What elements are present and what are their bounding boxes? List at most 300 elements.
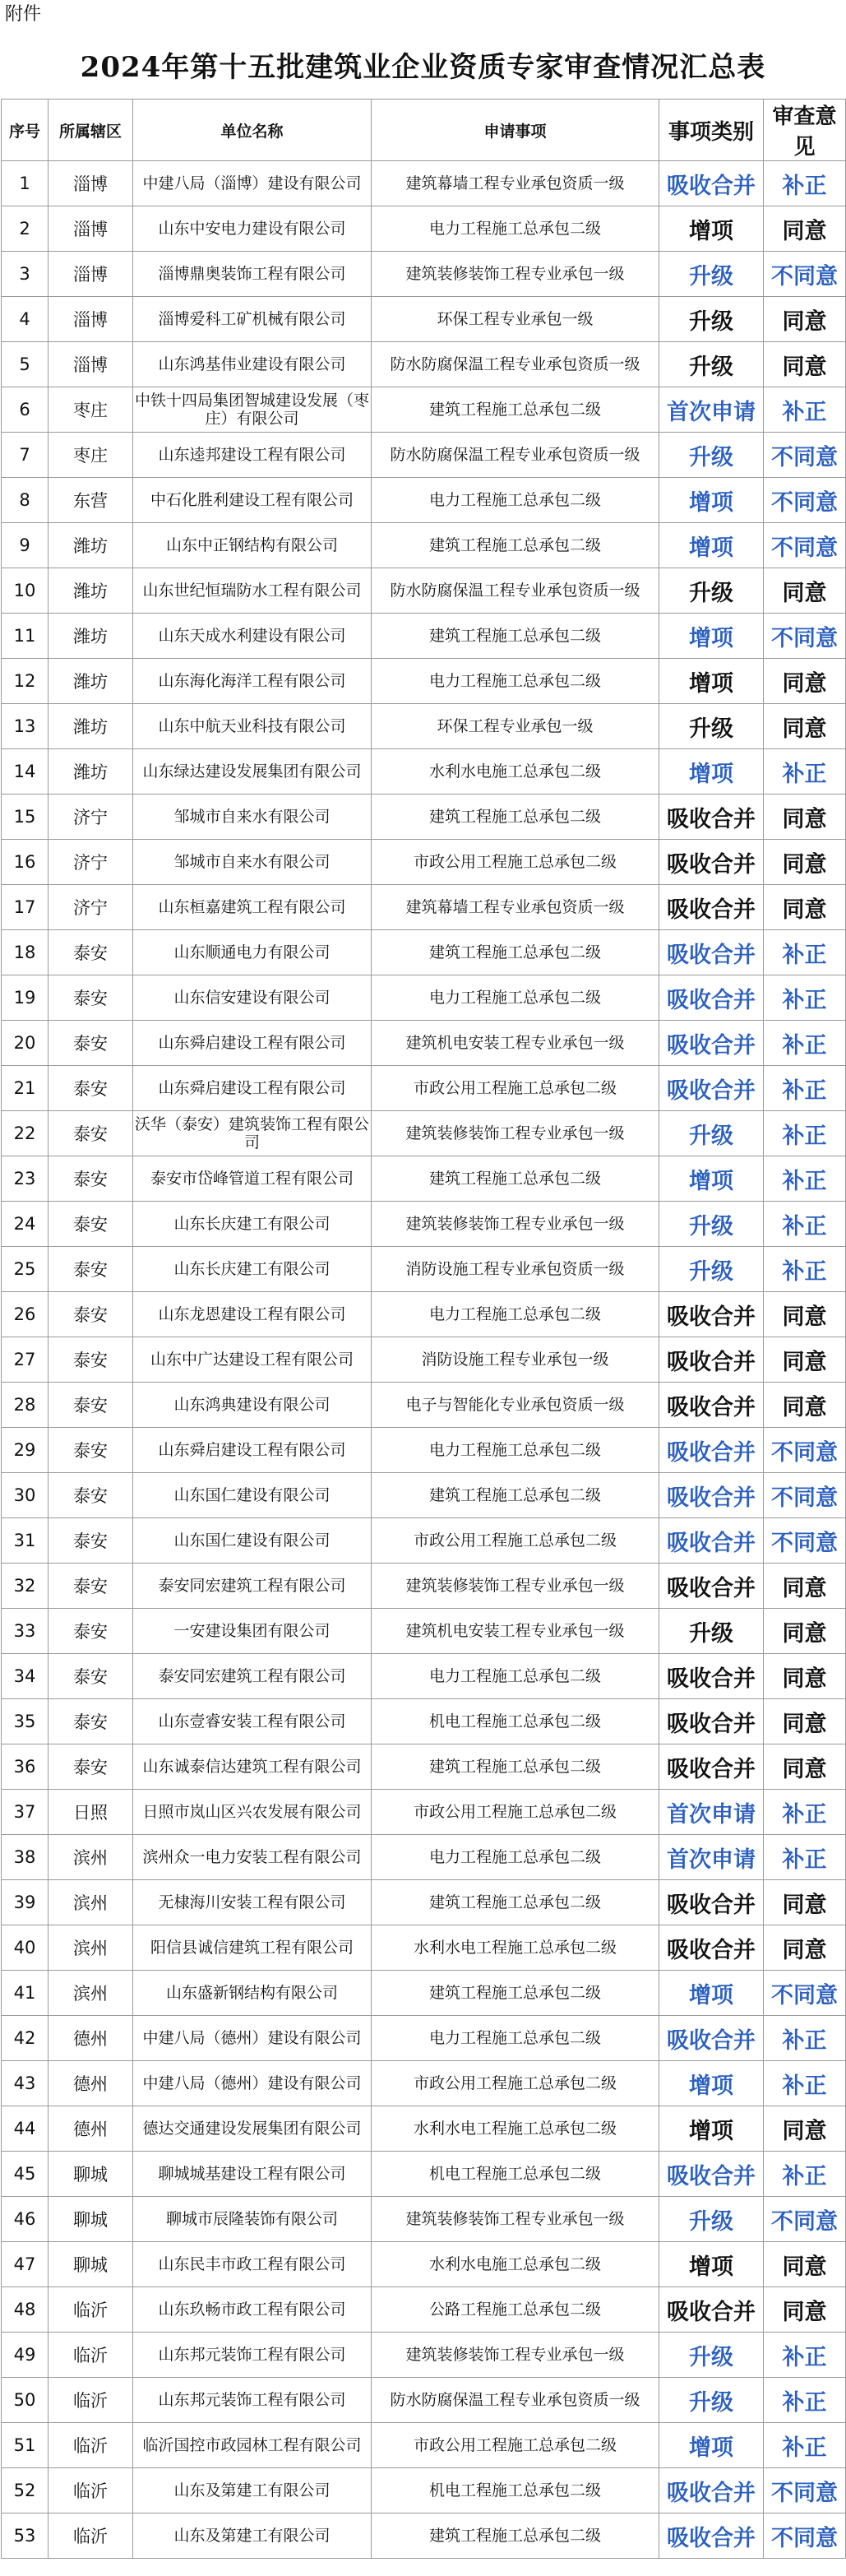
- table-row: [2, 1925, 846, 1971]
- table-row: [2, 1247, 846, 1292]
- unit-name-cell: 日照市岚山区兴农发展有限公司: [133, 1790, 372, 1835]
- request-item-cell: 水利水电施工总承包二级: [372, 2242, 659, 2287]
- request-item-cell: 电子与智能化专业承包资质一级: [372, 1383, 659, 1428]
- district-cell: 潍坊: [49, 749, 133, 795]
- request-item-cell: 电力工程施工总承包二级: [372, 206, 659, 252]
- district-cell: 滨州: [49, 1925, 133, 1971]
- request-item-cell: 建筑工程施工总承包二级: [372, 614, 659, 659]
- district-cell: 东营: [49, 478, 133, 523]
- table-row: [2, 2242, 846, 2287]
- request-item-cell: 防水防腐保温工程专业承包资质一级: [372, 342, 659, 387]
- serial-no-cell: 1: [2, 161, 49, 206]
- table-row: [2, 2152, 846, 2197]
- unit-name-cell: 山东盛新钢结构有限公司: [133, 1971, 372, 2016]
- unit-name-cell: 一安建设集团有限公司: [133, 1609, 372, 1654]
- table-row: [2, 2197, 846, 2242]
- item-category-cell: 吸收合并: [659, 2468, 764, 2513]
- item-category-cell: 首次申请: [659, 387, 764, 433]
- table-row: [2, 975, 846, 1021]
- table-row: [2, 1609, 846, 1654]
- table-row: [2, 2378, 846, 2423]
- unit-name-cell: 山东顺通电力有限公司: [133, 930, 372, 975]
- table-row: [2, 206, 846, 252]
- district-cell: 枣庄: [49, 433, 133, 478]
- item-category-cell: 吸收合并: [659, 885, 764, 930]
- table-row: [2, 1699, 846, 1744]
- review-opinion-cell: 同意: [764, 2242, 846, 2287]
- district-cell: 济宁: [49, 840, 133, 885]
- unit-name-cell: 中建八局（德州）建设有限公司: [133, 2061, 372, 2106]
- serial-no-cell: 41: [2, 1971, 49, 2016]
- district-cell: 泰安: [49, 1337, 133, 1383]
- serial-no-cell: 24: [2, 1202, 49, 1247]
- serial-no-cell: 7: [2, 433, 49, 478]
- request-item-cell: 电力工程施工总承包二级: [372, 1654, 659, 1699]
- request-item-cell: 建筑工程施工总承包二级: [372, 2513, 659, 2559]
- district-cell: 潍坊: [49, 704, 133, 749]
- item-category-cell: 吸收合并: [659, 1699, 764, 1744]
- request-item-cell: 水利水电工程施工总承包二级: [372, 2106, 659, 2152]
- request-item-cell: 市政公用工程施工总承包二级: [372, 2423, 659, 2468]
- district-cell: 济宁: [49, 885, 133, 930]
- review-opinion-cell: 补正: [764, 975, 846, 1021]
- review-opinion-cell: 补正: [764, 1156, 846, 1202]
- unit-name-cell: 山东世纪恒瑞防水工程有限公司: [133, 568, 372, 614]
- district-cell: 德州: [49, 2016, 133, 2061]
- table-row: [2, 2287, 846, 2333]
- review-opinion-cell: 补正: [764, 749, 846, 795]
- unit-name-cell: 山东鸿典建设有限公司: [133, 1383, 372, 1428]
- item-category-cell: 增项: [659, 1156, 764, 1202]
- table-row: [2, 1383, 846, 1428]
- review-opinion-cell: 不同意: [764, 1971, 846, 2016]
- item-category-cell: 吸收合并: [659, 1880, 764, 1925]
- table-row: [2, 1473, 846, 1518]
- unit-name-cell: 山东及第建工有限公司: [133, 2468, 372, 2513]
- unit-name-cell: 聊城市辰隆装饰有限公司: [133, 2197, 372, 2242]
- serial-no-cell: 6: [2, 387, 49, 433]
- serial-no-cell: 27: [2, 1337, 49, 1383]
- review-opinion-cell: 补正: [764, 930, 846, 975]
- item-category-cell: 吸收合并: [659, 1337, 764, 1383]
- serial-no-cell: 9: [2, 523, 49, 568]
- serial-no-cell: 19: [2, 975, 49, 1021]
- unit-name-cell: 山东舜启建设工程有限公司: [133, 1428, 372, 1473]
- serial-no-cell: 45: [2, 2152, 49, 2197]
- item-category-cell: 吸收合并: [659, 1744, 764, 1790]
- table-row: [2, 659, 846, 704]
- district-cell: 淄博: [49, 252, 133, 297]
- table-row: [2, 1156, 846, 1202]
- table-row: [2, 1835, 846, 1880]
- item-category-cell: 升级: [659, 568, 764, 614]
- request-item-cell: 公路工程施工总承包二级: [372, 2287, 659, 2333]
- review-opinion-cell: 同意: [764, 342, 846, 387]
- unit-name-cell: 沃华（泰安）建筑装饰工程有限公司: [133, 1111, 372, 1156]
- table-row: [2, 478, 846, 523]
- unit-name-cell: 山东长庆建工有限公司: [133, 1247, 372, 1292]
- serial-no-cell: 50: [2, 2378, 49, 2423]
- unit-name-cell: 山东绿达建设发展集团有限公司: [133, 749, 372, 795]
- unit-name-cell: 德达交通建设发展集团有限公司: [133, 2106, 372, 2152]
- request-item-cell: 建筑工程施工总承包二级: [372, 1971, 659, 2016]
- table-row: [2, 749, 846, 795]
- item-category-cell: 吸收合并: [659, 1292, 764, 1337]
- unit-name-cell: 山东舜启建设工程有限公司: [133, 1021, 372, 1066]
- review-opinion-cell: 同意: [764, 568, 846, 614]
- request-item-cell: 建筑工程施工总承包二级: [372, 1156, 659, 1202]
- item-category-cell: 增项: [659, 2423, 764, 2468]
- request-item-cell: 电力工程施工总承包二级: [372, 659, 659, 704]
- district-cell: 泰安: [49, 1383, 133, 1428]
- item-category-cell: 吸收合并: [659, 2016, 764, 2061]
- table-row: [2, 1564, 846, 1609]
- request-item-cell: 机电工程施工总承包二级: [372, 2152, 659, 2197]
- serial-no-cell: 37: [2, 1790, 49, 1835]
- district-cell: 泰安: [49, 1292, 133, 1337]
- review-opinion-cell: 不同意: [764, 523, 846, 568]
- header-review-opinion: 审查意见: [764, 100, 846, 161]
- unit-name-cell: 山东诚泰信达建筑工程有限公司: [133, 1744, 372, 1790]
- table-row: [2, 1971, 846, 2016]
- serial-no-cell: 33: [2, 1609, 49, 1654]
- review-opinion-cell: 不同意: [764, 433, 846, 478]
- review-opinion-cell: 补正: [764, 1202, 846, 1247]
- table-row: [2, 2468, 846, 2513]
- item-category-cell: 吸收合并: [659, 840, 764, 885]
- district-cell: 泰安: [49, 975, 133, 1021]
- unit-name-cell: 中石化胜利建设工程有限公司: [133, 478, 372, 523]
- unit-name-cell: 山东海化海洋工程有限公司: [133, 659, 372, 704]
- unit-name-cell: 山东中广达建设工程有限公司: [133, 1337, 372, 1383]
- item-category-cell: 首次申请: [659, 1835, 764, 1880]
- serial-no-cell: 17: [2, 885, 49, 930]
- serial-no-cell: 51: [2, 2423, 49, 2468]
- district-cell: 聊城: [49, 2242, 133, 2287]
- review-opinion-cell: 同意: [764, 1654, 846, 1699]
- unit-name-cell: 山东长庆建工有限公司: [133, 1202, 372, 1247]
- item-category-cell: 增项: [659, 523, 764, 568]
- request-item-cell: 建筑机电安装工程专业承包一级: [372, 1021, 659, 1066]
- item-category-cell: 吸收合并: [659, 1925, 764, 1971]
- request-item-cell: 电力工程施工总承包二级: [372, 2016, 659, 2061]
- table-row: [2, 2423, 846, 2468]
- district-cell: 滨州: [49, 1880, 133, 1925]
- table-body: [2, 161, 846, 2559]
- unit-name-cell: 中建八局（淄博）建设有限公司: [133, 161, 372, 206]
- district-cell: 泰安: [49, 1247, 133, 1292]
- district-cell: 日照: [49, 1790, 133, 1835]
- table-row: [2, 614, 846, 659]
- item-category-cell: 增项: [659, 2242, 764, 2287]
- item-category-cell: 升级: [659, 2197, 764, 2242]
- unit-name-cell: 山东邦元装饰工程有限公司: [133, 2378, 372, 2423]
- item-category-cell: 吸收合并: [659, 1066, 764, 1111]
- item-category-cell: 升级: [659, 1111, 764, 1156]
- request-item-cell: 建筑工程施工总承包二级: [372, 1880, 659, 1925]
- review-opinion-cell: 同意: [764, 1925, 846, 1971]
- request-item-cell: 水利水电工程施工总承包二级: [372, 1925, 659, 1971]
- serial-no-cell: 31: [2, 1518, 49, 1564]
- item-category-cell: 吸收合并: [659, 795, 764, 840]
- request-item-cell: 电力工程施工总承包二级: [372, 1292, 659, 1337]
- unit-name-cell: 山东民丰市政工程有限公司: [133, 2242, 372, 2287]
- item-category-cell: 升级: [659, 2333, 764, 2378]
- item-category-cell: 吸收合并: [659, 1518, 764, 1564]
- request-item-cell: 建筑装修装饰工程专业承包一级: [372, 1564, 659, 1609]
- request-item-cell: 建筑工程施工总承包二级: [372, 1473, 659, 1518]
- serial-no-cell: 18: [2, 930, 49, 975]
- review-opinion-cell: 补正: [764, 1021, 846, 1066]
- unit-name-cell: 山东鸿基伟业建设有限公司: [133, 342, 372, 387]
- review-opinion-cell: 不同意: [764, 2468, 846, 2513]
- table-row: [2, 1066, 846, 1111]
- unit-name-cell: 滨州众一电力安装工程有限公司: [133, 1835, 372, 1880]
- district-cell: 临沂: [49, 2423, 133, 2468]
- serial-no-cell: 2: [2, 206, 49, 252]
- item-category-cell: 吸收合并: [659, 930, 764, 975]
- review-opinion-cell: 不同意: [764, 2513, 846, 2559]
- serial-no-cell: 30: [2, 1473, 49, 1518]
- review-opinion-cell: 同意: [764, 2287, 846, 2333]
- table-row: [2, 1292, 846, 1337]
- unit-name-cell: 淄博鼎奥装饰工程有限公司: [133, 252, 372, 297]
- review-opinion-cell: 同意: [764, 885, 846, 930]
- serial-no-cell: 21: [2, 1066, 49, 1111]
- item-category-cell: 增项: [659, 659, 764, 704]
- item-category-cell: 吸收合并: [659, 161, 764, 206]
- request-item-cell: 建筑工程施工总承包二级: [372, 387, 659, 433]
- district-cell: 潍坊: [49, 614, 133, 659]
- serial-no-cell: 46: [2, 2197, 49, 2242]
- district-cell: 滨州: [49, 1835, 133, 1880]
- serial-no-cell: 34: [2, 1654, 49, 1699]
- district-cell: 泰安: [49, 1202, 133, 1247]
- district-cell: 聊城: [49, 2197, 133, 2242]
- summary-table: [1, 99, 846, 2559]
- table-row: [2, 342, 846, 387]
- unit-name-cell: 山东国仁建设有限公司: [133, 1518, 372, 1564]
- request-item-cell: 水利水电施工总承包二级: [372, 749, 659, 795]
- header-serial-no: 序号: [2, 100, 49, 161]
- serial-no-cell: 52: [2, 2468, 49, 2513]
- table-row: [2, 795, 846, 840]
- table-row: [2, 2061, 846, 2106]
- item-category-cell: 吸收合并: [659, 2513, 764, 2559]
- request-item-cell: 市政公用工程施工总承包二级: [372, 840, 659, 885]
- request-item-cell: 防水防腐保温工程专业承包资质一级: [372, 568, 659, 614]
- table-row: [2, 704, 846, 749]
- serial-no-cell: 4: [2, 297, 49, 342]
- district-cell: 淄博: [49, 161, 133, 206]
- serial-no-cell: 28: [2, 1383, 49, 1428]
- item-category-cell: 增项: [659, 1971, 764, 2016]
- review-opinion-cell: 同意: [764, 206, 846, 252]
- review-opinion-cell: 同意: [764, 795, 846, 840]
- table-row: [2, 1880, 846, 1925]
- unit-name-cell: 中铁十四局集团智城建设发展（枣庄）有限公司: [133, 387, 372, 433]
- review-opinion-cell: 不同意: [764, 1518, 846, 1564]
- district-cell: 泰安: [49, 1021, 133, 1066]
- review-opinion-cell: 补正: [764, 2152, 846, 2197]
- item-category-cell: 增项: [659, 206, 764, 252]
- unit-name-cell: 山东信安建设有限公司: [133, 975, 372, 1021]
- serial-no-cell: 23: [2, 1156, 49, 1202]
- review-opinion-cell: 不同意: [764, 2197, 846, 2242]
- table-row: [2, 252, 846, 297]
- serial-no-cell: 25: [2, 1247, 49, 1292]
- serial-no-cell: 26: [2, 1292, 49, 1337]
- serial-no-cell: 14: [2, 749, 49, 795]
- table-header-row: [2, 100, 846, 161]
- attachment-label: 附件: [5, 4, 42, 25]
- unit-name-cell: 邹城市自来水有限公司: [133, 840, 372, 885]
- review-opinion-cell: 补正: [764, 1835, 846, 1880]
- unit-name-cell: 泰安市岱峰管道工程有限公司: [133, 1156, 372, 1202]
- serial-no-cell: 16: [2, 840, 49, 885]
- serial-no-cell: 42: [2, 2016, 49, 2061]
- header-unit-name: 单位名称: [133, 100, 372, 161]
- district-cell: 泰安: [49, 1518, 133, 1564]
- district-cell: 泰安: [49, 1699, 133, 1744]
- request-item-cell: 市政公用工程施工总承包二级: [372, 1518, 659, 1564]
- item-category-cell: 吸收合并: [659, 1473, 764, 1518]
- request-item-cell: 电力工程施工总承包二级: [372, 975, 659, 1021]
- request-item-cell: 防水防腐保温工程专业承包资质一级: [372, 2378, 659, 2423]
- review-opinion-cell: 不同意: [764, 1428, 846, 1473]
- review-opinion-cell: 补正: [764, 2378, 846, 2423]
- review-opinion-cell: 同意: [764, 2106, 846, 2152]
- review-opinion-cell: 同意: [764, 1383, 846, 1428]
- request-item-cell: 建筑幕墙工程专业承包资质一级: [372, 885, 659, 930]
- request-item-cell: 建筑机电安装工程专业承包一级: [372, 1609, 659, 1654]
- item-category-cell: 吸收合并: [659, 1383, 764, 1428]
- district-cell: 临沂: [49, 2287, 133, 2333]
- serial-no-cell: 39: [2, 1880, 49, 1925]
- request-item-cell: 防水防腐保温工程专业承包资质一级: [372, 433, 659, 478]
- serial-no-cell: 11: [2, 614, 49, 659]
- review-opinion-cell: 同意: [764, 1292, 846, 1337]
- table-row: [2, 2513, 846, 2559]
- review-opinion-cell: 补正: [764, 2016, 846, 2061]
- district-cell: 潍坊: [49, 659, 133, 704]
- table-row: [2, 930, 846, 975]
- district-cell: 潍坊: [49, 523, 133, 568]
- review-opinion-cell: 同意: [764, 1699, 846, 1744]
- item-category-cell: 升级: [659, 297, 764, 342]
- unit-name-cell: 山东逵邦建设工程有限公司: [133, 433, 372, 478]
- item-category-cell: 增项: [659, 614, 764, 659]
- serial-no-cell: 8: [2, 478, 49, 523]
- table-row: [2, 433, 846, 478]
- unit-name-cell: 山东中正钢结构有限公司: [133, 523, 372, 568]
- item-category-cell: 升级: [659, 252, 764, 297]
- district-cell: 临沂: [49, 2333, 133, 2378]
- table-row: [2, 1021, 846, 1066]
- serial-no-cell: 49: [2, 2333, 49, 2378]
- district-cell: 德州: [49, 2106, 133, 2152]
- item-category-cell: 升级: [659, 1609, 764, 1654]
- review-opinion-cell: 同意: [764, 1337, 846, 1383]
- unit-name-cell: 聊城城基建设工程有限公司: [133, 2152, 372, 2197]
- request-item-cell: 建筑装修装饰工程专业承包一级: [372, 252, 659, 297]
- district-cell: 泰安: [49, 1609, 133, 1654]
- item-category-cell: 吸收合并: [659, 975, 764, 1021]
- table-row: [2, 1654, 846, 1699]
- review-opinion-cell: 补正: [764, 387, 846, 433]
- request-item-cell: 市政公用工程施工总承包二级: [372, 1790, 659, 1835]
- item-category-cell: 吸收合并: [659, 2287, 764, 2333]
- table-row: [2, 885, 846, 930]
- request-item-cell: 消防设施工程专业承包资质一级: [372, 1247, 659, 1292]
- request-item-cell: 建筑装修装饰工程专业承包一级: [372, 2197, 659, 2242]
- item-category-cell: 增项: [659, 2106, 764, 2152]
- serial-no-cell: 13: [2, 704, 49, 749]
- item-category-cell: 增项: [659, 749, 764, 795]
- district-cell: 济宁: [49, 795, 133, 840]
- item-category-cell: 首次申请: [659, 1790, 764, 1835]
- unit-name-cell: 山东国仁建设有限公司: [133, 1473, 372, 1518]
- review-opinion-cell: 补正: [764, 1066, 846, 1111]
- serial-no-cell: 22: [2, 1111, 49, 1156]
- district-cell: 泰安: [49, 1654, 133, 1699]
- serial-no-cell: 35: [2, 1699, 49, 1744]
- unit-name-cell: 山东龙恩建设工程有限公司: [133, 1292, 372, 1337]
- unit-name-cell: 泰安同宏建筑工程有限公司: [133, 1654, 372, 1699]
- review-opinion-cell: 同意: [764, 297, 846, 342]
- review-opinion-cell: 不同意: [764, 478, 846, 523]
- item-category-cell: 吸收合并: [659, 1654, 764, 1699]
- table-row: [2, 2333, 846, 2378]
- review-opinion-cell: 不同意: [764, 614, 846, 659]
- unit-name-cell: 阳信县诚信建筑工程有限公司: [133, 1925, 372, 1971]
- district-cell: 德州: [49, 2061, 133, 2106]
- item-category-cell: 升级: [659, 1202, 764, 1247]
- district-cell: 泰安: [49, 1744, 133, 1790]
- table-row: [2, 1337, 846, 1383]
- table-row: [2, 2016, 846, 2061]
- serial-no-cell: 12: [2, 659, 49, 704]
- request-item-cell: 电力工程施工总承包二级: [372, 1428, 659, 1473]
- item-category-cell: 吸收合并: [659, 1021, 764, 1066]
- district-cell: 淄博: [49, 297, 133, 342]
- district-cell: 滨州: [49, 1971, 133, 2016]
- review-opinion-cell: 补正: [764, 161, 846, 206]
- item-category-cell: 升级: [659, 433, 764, 478]
- serial-no-cell: 15: [2, 795, 49, 840]
- district-cell: 淄博: [49, 206, 133, 252]
- serial-no-cell: 5: [2, 342, 49, 387]
- table-row: [2, 297, 846, 342]
- item-category-cell: 吸收合并: [659, 1428, 764, 1473]
- request-item-cell: 机电工程施工总承包二级: [372, 2468, 659, 2513]
- table-row: [2, 1111, 846, 1156]
- table-row: [2, 568, 846, 614]
- serial-no-cell: 20: [2, 1021, 49, 1066]
- item-category-cell: 升级: [659, 2378, 764, 2423]
- district-cell: 聊城: [49, 2152, 133, 2197]
- item-category-cell: 升级: [659, 342, 764, 387]
- item-category-cell: 增项: [659, 2061, 764, 2106]
- item-category-cell: 吸收合并: [659, 2152, 764, 2197]
- district-cell: 泰安: [49, 1111, 133, 1156]
- serial-no-cell: 36: [2, 1744, 49, 1790]
- review-opinion-cell: 同意: [764, 1744, 846, 1790]
- review-opinion-cell: 同意: [764, 659, 846, 704]
- item-category-cell: 增项: [659, 478, 764, 523]
- table-row: [2, 840, 846, 885]
- review-opinion-cell: 补正: [764, 2423, 846, 2468]
